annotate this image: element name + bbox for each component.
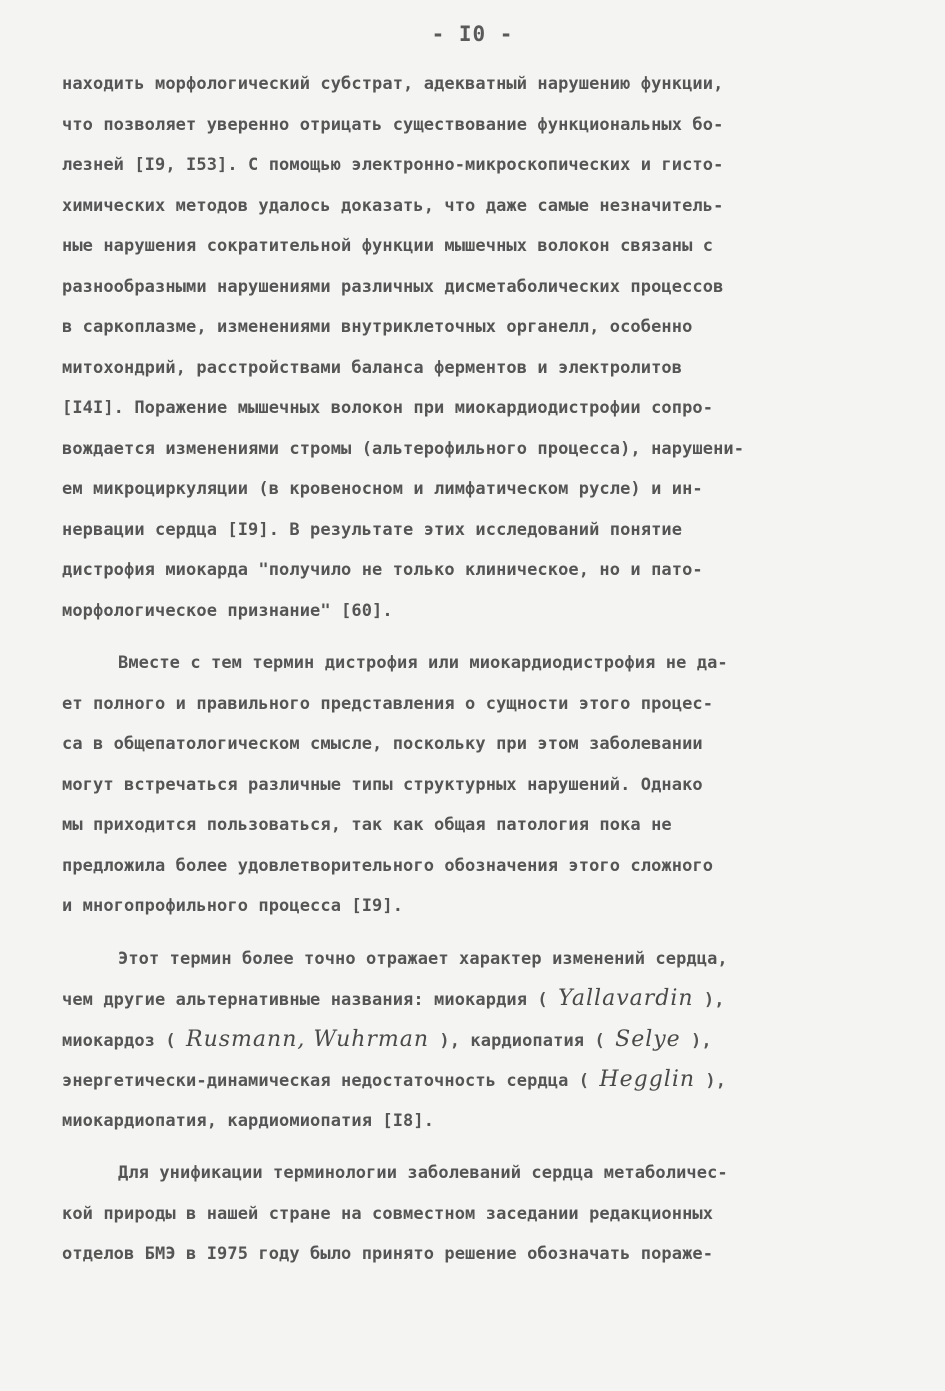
text-line: ные нарушения сократительной функции мышечных волокон связаны с [62,236,714,256]
text-segment: миокардоз ( [62,1030,176,1051]
text-line: находить морфологический субстрат, адекватный нарушению функции, [62,74,724,94]
paragraph-3 [62,939,884,1142]
text-line: Вместе с тем термин дистрофия или миокардиодистрофия не да- [118,653,728,673]
text-line: дистрофия миокарда "получило не только клиническое, но и пато- [62,560,703,580]
text-line: ем микроциркуляции (в кровеносном и лимфатическом русле) и ин- [62,479,703,499]
text-line: отделов БМЭ в I975 году было принято решение обозначать пораже- [62,1244,714,1264]
text-line [62,979,884,1020]
handwritten-name: Yallavardin [558,986,694,1011]
text-line: нервации сердца [I9]. В результате этих исследований понятие [62,519,683,540]
paragraph-4 [62,1153,884,1275]
text-body [62,64,884,1275]
text-line: морфологическое признание" [60]. [62,600,393,621]
text-segment: ), [703,990,725,1010]
text-segment: чем другие альтернативные названия: миокардия ( [62,990,548,1010]
text-line: химических методов удалось доказать, что даже самые незначитель- [62,195,724,216]
handwritten-name: Selye [615,1026,681,1052]
paragraph-2 [62,643,884,927]
text-line [62,1020,884,1061]
text-line: разнообразными нарушениями различных дисметаболических процессов [62,276,724,297]
page-number: - I0 - [431,22,514,46]
paragraph-1 [62,64,884,631]
text-line: Этот термин более точно отражает характер изменений сердца, [118,948,728,969]
text-segment: ), [691,1030,712,1051]
text-line: предложила более удовлетворительного обозначения этого сложного [62,855,714,876]
text-line: в саркоплазме, изменениями внутриклеточных органелл, особенно [62,317,693,337]
handwritten-name: Rusmann, Wuhrman [186,1026,430,1052]
handwritten-name: Hegglin [599,1067,696,1092]
text-line: и многопрофильного процесса [I9]. [62,896,404,916]
text-line: миокардиопатия, кардиомиопатия [I8]. [62,1110,435,1131]
text-line: Для унификации терминологии заболеваний сердца метаболичес- [118,1163,728,1183]
text-line: [I4I]. Поражение мышечных волокон при миокардиодистрофии сопро- [62,398,714,418]
text-line: лезней [I9, I53]. С помощью электронно-микроскопических и гисто- [62,155,724,175]
text-line: мы приходится пользоваться, так как общая патология пока не [62,815,672,835]
text-line: митохондрий, расстройствами баланса ферментов и электролитов [62,357,683,378]
text-line: что позволяет уверенно отрицать существование функциональных бо- [62,114,724,135]
text-line: могут встречаться различные типы структурных нарушений. Однако [62,774,703,795]
text-line: вождается изменениями стромы (альтерофильного процесса), нарушени- [62,438,745,459]
text-segment: ), [705,1071,727,1091]
text-line: кой природы в нашей стране на совместном заседании редакционных [62,1203,714,1224]
text-segment: энергетически-динамическая недостаточность сердца ( [62,1071,590,1091]
text-line [62,1060,884,1101]
text-line: ет полного и правильного представления о сущности этого процес- [62,693,714,714]
text-segment: ), кардиопатия ( [439,1030,605,1051]
text-line: са в общепатологическом смысле, поскольку при этом заболевании [62,734,703,754]
